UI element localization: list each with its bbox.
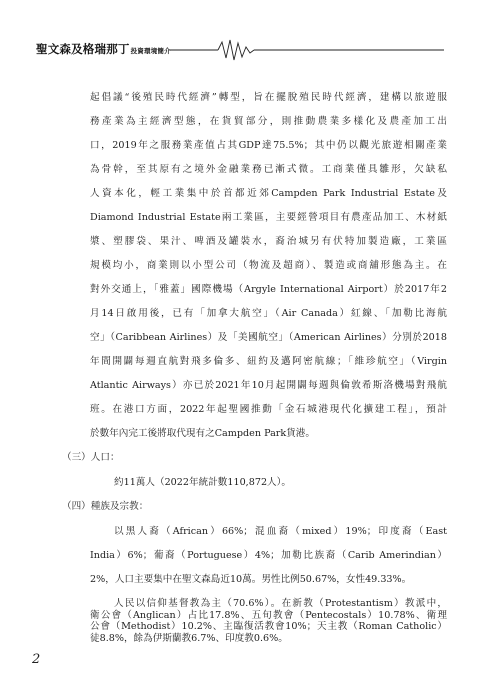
text-line: 起倡議“後殖民時代經濟”轉型，旨在擺脫殖民時代經濟，建構以旅遊服 <box>90 92 447 103</box>
text-line: 以黑人裔（African）66%；混血裔（mixed）19%；印度裔（East <box>114 526 447 537</box>
text-line: 班。在港口方面，2022年起聖國推動「金石城港現代化擴建工程」，預計 <box>90 404 447 415</box>
header-waveform-rule <box>0 38 480 62</box>
text-line: 務產業為主經濟型態，在貨貿部分，則推動農業多樣化及農產加工出 <box>90 116 447 127</box>
text-line: 於數年內完工後將取代現有之Campden Park貨港。 <box>90 428 315 439</box>
text-line: 年間開闢每週直航對飛多倫多、紐約及邁阿密航線；「維珍航空」（Virgin <box>90 356 447 367</box>
section-heading-ethnicity-religion: （四）種族及宗教： <box>62 501 149 512</box>
text-line: 徒8.8%，餘為伊斯蘭教6.7%、印度教0.6%。 <box>90 632 288 644</box>
text-line: Diamond Industrial Estate兩工業區，主要經營項目有農產品加工、木材紙 <box>90 212 447 223</box>
text-line: 2%，人口主要集中在聖文森島近10萬。男性比例50.67%，女性49.33%。 <box>90 574 412 585</box>
text-line: 月14日啟用後，已有「加拿大航空」（Air Canada）紅線、「加勒比海航 <box>90 308 447 319</box>
text-line: 為骨幹，至其原有之境外金融業務已漸式微。工商業僅具雛形，欠缺私 <box>90 164 447 175</box>
page-number: 2 <box>32 652 41 667</box>
text-line: 公會（Methodist）10.2%、主臨復活教會10%；天主教（Roman Catholic） <box>90 621 447 632</box>
text-line: India）6%；葡裔（Portuguese）4%；加勒比族裔（Carib Amerindian） <box>90 550 447 561</box>
text-line: 人資本化，輕工業集中於首都近郊Campden Park Industrial Estate及 <box>90 188 447 199</box>
text-line: Atlantic Airways）亦已於2021年10月起開闢每週與倫敦希斯洛機場對飛航 <box>90 380 447 391</box>
text-line: 人民以信仰基督教為主（70.6%）。在新教（Protestantism）教派中， <box>114 598 447 609</box>
running-header-title: 聖文森及格瑞那丁投資環境簡介 <box>36 42 171 56</box>
section-heading-population: （三）人口： <box>62 452 120 463</box>
running-header <box>0 38 480 62</box>
text-line: 口，2019年之服務業產值占其GDP達75.5%；其中仍以觀光旅遊相關產業 <box>90 140 447 151</box>
text-line: 空」（Caribbean Airlines）及「美國航空」（American Airlines）分別於2018 <box>90 332 447 343</box>
text-line: 約11萬人（2022年統計數110,872人）。 <box>114 477 292 488</box>
text-line: 規模均小，商業則以小型公司（物流及超商）、製造或商舖形態為主。在 <box>90 260 447 271</box>
text-line: 衛公會（Anglican）占比17.8%、五旬教會（Pentecostals）10.78%、衛理 <box>90 609 447 621</box>
text-line: 漿、塑膠袋、果汁、啤酒及罐裝水，裔治城另有伏特加製造廠，工業區 <box>90 236 447 247</box>
text-line: 對外交通上，「雅蓋」國際機場（Argyle International Airport）於2017年2 <box>90 284 447 295</box>
running-header-subtitle: 投資環境簡介 <box>130 47 171 55</box>
